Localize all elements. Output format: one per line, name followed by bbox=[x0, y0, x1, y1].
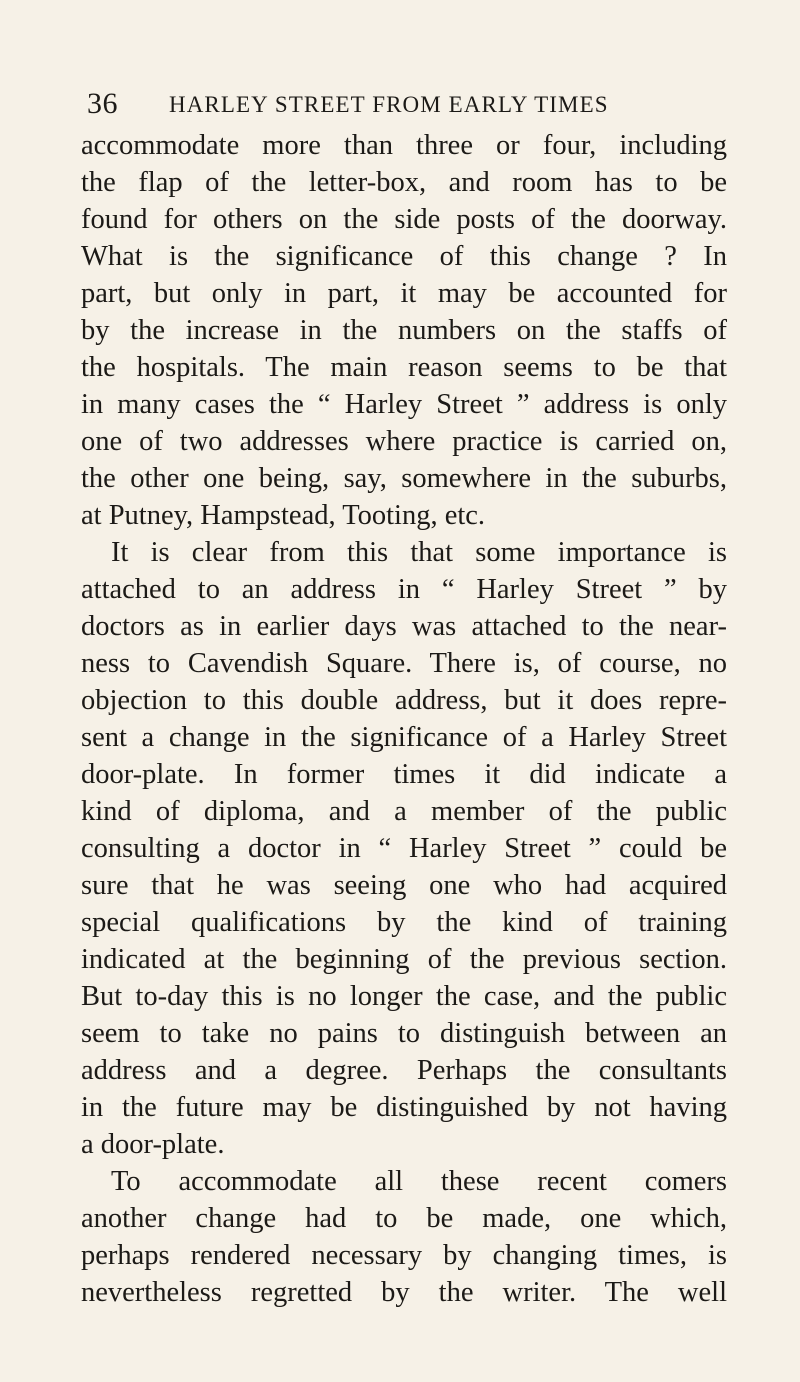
text-line: special qualifications by the kind of training bbox=[81, 907, 727, 938]
text-line: the other one being, say, somewhere in the suburbs, bbox=[81, 463, 727, 494]
text-line: kind of diploma, and a member of the public bbox=[81, 796, 727, 827]
text-line: What is the significance of this change ? In bbox=[81, 241, 727, 272]
text-line: indicated at the beginning of the previous section. bbox=[81, 944, 727, 975]
running-title: HARLEY STREET FROM EARLY TIMES bbox=[169, 92, 609, 117]
text-line: consulting a doctor in “ Harley Street ” could be bbox=[81, 833, 727, 864]
paragraph-end-line: at Putney, Hampstead, Tooting, etc. bbox=[81, 500, 486, 531]
paragraph-end-line: a door-plate. bbox=[81, 1129, 225, 1160]
text-line: in the future may be distinguished by not having bbox=[81, 1092, 727, 1123]
text-line: perhaps rendered necessary by changing times, is bbox=[81, 1240, 727, 1271]
text-line: by the increase in the numbers on the staffs of bbox=[81, 315, 727, 346]
text-line: another change had to be made, one which, bbox=[81, 1203, 727, 1234]
text-line: seem to take no pains to distinguish between an bbox=[81, 1018, 727, 1049]
page-number: 36 bbox=[87, 87, 118, 120]
text-line: sent a change in the significance of a Harley Street bbox=[81, 722, 727, 753]
text-line: found for others on the side posts of the doorway. bbox=[81, 204, 727, 235]
text-line: the hospitals. The main reason seems to be that bbox=[81, 352, 727, 383]
text-line: sure that he was seeing one who had acquired bbox=[81, 870, 727, 901]
text-line: one of two addresses where practice is carried on, bbox=[81, 426, 727, 457]
text-line: ness to Cavendish Square. There is, of course, no bbox=[81, 648, 727, 679]
paragraph-start-line: It is clear from this that some importance is bbox=[111, 537, 727, 568]
text-line: door-plate. In former times it did indicate a bbox=[81, 759, 727, 790]
text-line: doctors as in earlier days was attached to the near- bbox=[81, 611, 727, 642]
paragraph-start-line: To accommodate all these recent comers bbox=[111, 1166, 727, 1197]
text-line: address and a degree. Perhaps the consultants bbox=[81, 1055, 727, 1086]
text-line: part, but only in part, it may be accounted for bbox=[81, 278, 727, 309]
text-line: nevertheless regretted by the writer. The well bbox=[81, 1277, 727, 1308]
body-text bbox=[81, 127, 727, 1311]
text-line: objection to this double address, but it does repre- bbox=[81, 685, 727, 716]
text-line: attached to an address in “ Harley Street ” by bbox=[81, 574, 727, 605]
page-header bbox=[87, 86, 723, 126]
text-line: in many cases the “ Harley Street ” address is only bbox=[81, 389, 727, 420]
text-line: the flap of the letter-box, and room has to be bbox=[81, 167, 727, 198]
text-line: But to-day this is no longer the case, and the public bbox=[81, 981, 727, 1012]
text-line: accommodate more than three or four, including bbox=[81, 130, 727, 161]
